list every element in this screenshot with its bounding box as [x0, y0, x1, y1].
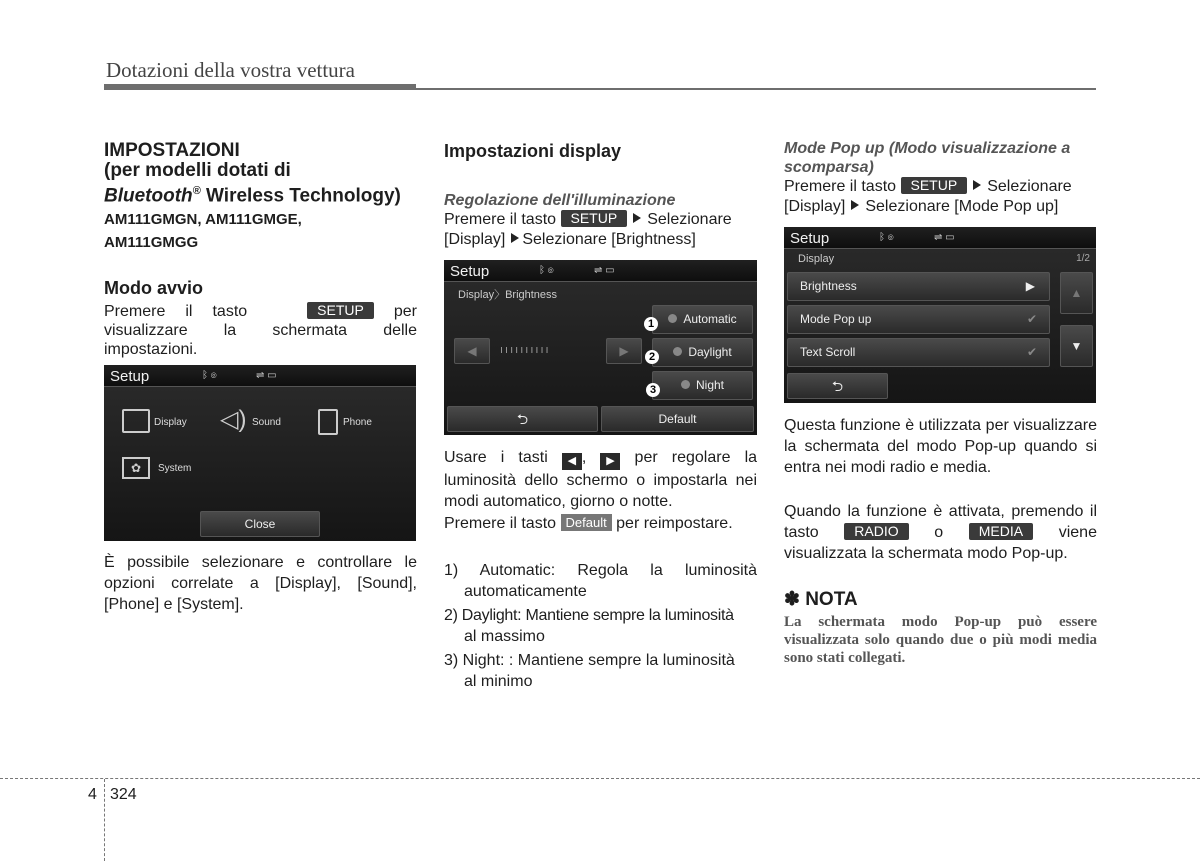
checkbox-icon: ✔ [1026, 345, 1037, 359]
callout-1: 1 [644, 317, 658, 331]
section-title: IMPOSTAZIONI [104, 140, 240, 161]
numbered-list: 1) Automatic: Regola la luminosità automaticamente 2) Daylight: Mantiene sempre la luminosità al massimo 3) Night: : Mantiene sempre la luminosità al minimo [444, 562, 757, 690]
bluetooth-icon: ᛒ ◎ [539, 265, 554, 276]
default-button[interactable]: Default [601, 406, 754, 432]
mode-popup-screen: Setup ᛒ ◎ ⇌ ▭ Display 1/2 Brightness ▶ Mode Pop up ✔ Text Scroll ✔ ▲ ▼ ⮌ [784, 227, 1096, 403]
subheading: Mode Pop up (Modo visualizzazione a [784, 140, 1071, 157]
model-codes-2: AM111GMGG [104, 234, 199, 252]
setup-screen [104, 365, 416, 541]
chevron-right-icon: ▶ [1025, 279, 1035, 293]
subsection-heading: Impostazioni display [444, 141, 622, 161]
header-rule [104, 84, 416, 90]
setup-key: SETUP [307, 302, 374, 319]
callout-2: 2 [645, 350, 659, 364]
footer-divider [104, 779, 105, 861]
usb-icon: ⇌ ▭ [256, 370, 277, 381]
running-header: Dotazioni della vostra vettura [106, 58, 355, 82]
night-button[interactable]: Night [652, 371, 753, 400]
bluetooth-icon: ᛒ ◎ [879, 232, 894, 243]
note-title: ✽ NOTA [784, 589, 858, 610]
section-label: Display [798, 253, 835, 265]
paragraph: Premere il tasto SETUP per [104, 302, 417, 321]
mode-popup-row[interactable]: Mode Pop up ✔ [787, 305, 1050, 334]
list-item: 1) Automatic: Regola la luminosità [444, 562, 757, 579]
text-scroll-row[interactable]: Text Scroll ✔ [787, 338, 1050, 367]
section-title-2: (per modelli dotati di [104, 160, 291, 181]
brightness-screen: Setup ᛒ ◎ ⇌ ▭ Display〉Brightness ◀ ıııııııııı ▶ Automatic Daylight Night 1 2 3 ⮌ Default [444, 260, 757, 435]
arrow-icon [851, 200, 859, 210]
column-1: IMPOSTAZIONI (per modelli dotati di Bluetooth® Wireless Technology) AM111GMGN, AM111GMGE, AM111GMGG Modo avvio Premere il tasto SETUP per visualizzare la schermata delle impostazioni. [104, 140, 417, 359]
left-key-icon: ◀ [562, 453, 582, 470]
usb-icon: ⇌ ▭ [934, 232, 955, 243]
back-button[interactable]: ⮌ [787, 373, 888, 399]
phone-icon[interactable] [318, 409, 338, 435]
usb-icon: ⇌ ▭ [594, 265, 615, 276]
display-icon[interactable] [122, 409, 150, 433]
sound-label[interactable]: Sound [252, 417, 281, 428]
sound-icon[interactable]: ◁) [220, 406, 247, 433]
note [784, 589, 1097, 667]
page-number: 324 [110, 786, 137, 803]
paragraph: Premere il tasto Default per reimpostare. [444, 515, 733, 532]
setup-key: SETUP [901, 177, 968, 194]
screen-title-bar: Setup ᛒ ◎ ⇌ ▭ [104, 365, 416, 387]
note-text: La schermata modo Pop-up può essere visualizzata solo quando due o più modi media sono stati collegati. [784, 614, 1097, 666]
paragraph: Usare i tasti ◀ , ▶ per regolare la luminosità dello schermo o impostarla nei modi automatico, giorno o notte. [444, 449, 758, 510]
display-label[interactable]: Display [154, 417, 187, 428]
model-codes: AM111GMGN, AM111GMGE, [104, 211, 302, 229]
callout-3: 3 [646, 383, 660, 397]
automatic-button[interactable]: Automatic [652, 305, 753, 334]
arrow-icon [633, 213, 641, 223]
radio-key: RADIO [844, 523, 908, 540]
page-indicator: 1/2 [1076, 253, 1090, 264]
bluetooth-icon: ᛒ ◎ [202, 370, 217, 381]
paragraph: Premere il tasto SETUP Selezionare [784, 177, 1072, 195]
setup-key: SETUP [561, 210, 628, 227]
chapter-number: 4 [88, 786, 97, 803]
default-key: Default [561, 514, 612, 531]
scroll-down-button[interactable]: ▼ [1060, 325, 1093, 367]
right-key-icon: ▶ [600, 453, 620, 470]
list-item: 2) Daylight: Mantiene sempre la luminosità [444, 607, 734, 624]
subsection-heading: Modo avvio [104, 278, 204, 299]
section-title-3: Bluetooth® Wireless Technology) [104, 185, 401, 207]
brightness-row[interactable]: Brightness ▶ [787, 272, 1050, 301]
header-rule-thin [416, 88, 1096, 90]
subheading: Regolazione dell'illuminazione [444, 192, 676, 209]
close-button[interactable]: Close [200, 511, 320, 537]
breadcrumb: Display〉Brightness [458, 289, 558, 301]
system-label[interactable]: System [158, 463, 192, 474]
back-button[interactable]: ⮌ [447, 406, 598, 432]
daylight-button[interactable]: Daylight [652, 338, 753, 367]
brightness-slider[interactable]: ıııııııııı [500, 344, 551, 356]
checkbox-icon: ✔ [1026, 312, 1037, 326]
scroll-up-button[interactable]: ▲ [1060, 272, 1093, 314]
paragraph: È possibile selezionare e controllare le opzioni correlate a [Display], [Sound], [Phone] e [System]. [104, 554, 417, 613]
list-item: 3) Night: : Mantiene sempre la luminosità [444, 652, 735, 669]
system-icon[interactable]: ✿ [122, 457, 150, 479]
paragraph: Questa funzione è utilizzata per visualizzare la schermata del modo Pop-up quando si entra nei modi radio e media. [784, 417, 1097, 476]
footer-rule [0, 778, 1200, 779]
decrease-button[interactable]: ◀ [454, 338, 490, 364]
increase-button[interactable]: ▶ [606, 338, 642, 364]
arrow-icon [511, 233, 519, 243]
paragraph: Premere il tasto SETUP Selezionare [444, 210, 732, 228]
arrow-icon [973, 180, 981, 190]
media-key: MEDIA [969, 523, 1033, 540]
paragraph: Quando la funzione è attivata, premendo il tasto RADIO o MEDIA viene visualizzata la schermata modo Pop-up. [784, 503, 1097, 562]
column-3: Mode Pop up (Modo visualizzazione a scomparsa) Premere il tasto SETUP Selezionare [Display] Selezionare [Mode Pop up] [784, 139, 1097, 217]
column-2: Impostazioni display Regolazione dell'illuminazione Premere il tasto SETUP Selezionare [Display] Selezionare [Brightness] [444, 140, 757, 250]
phone-label[interactable]: Phone [343, 417, 372, 428]
